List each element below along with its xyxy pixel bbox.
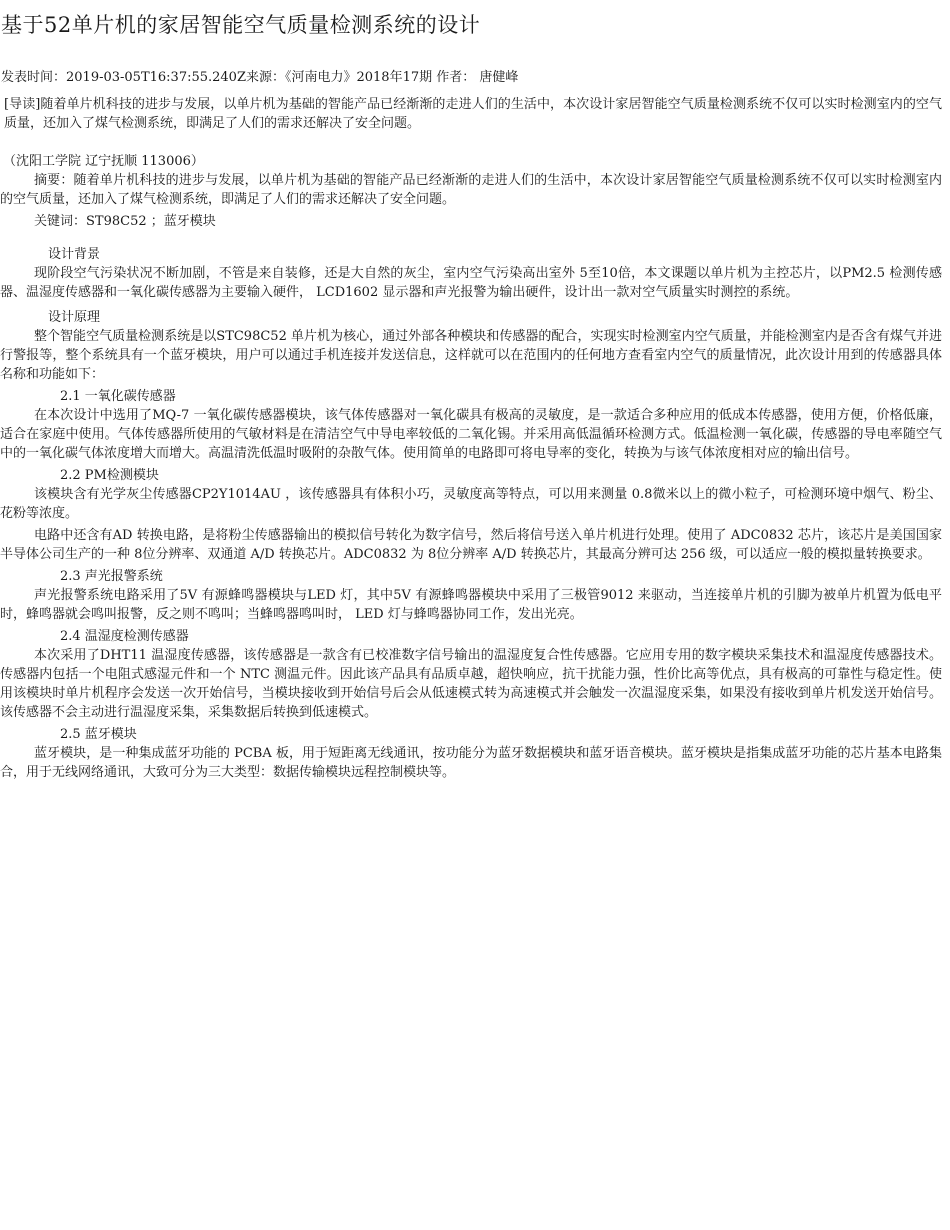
section-paragraph: 蓝牙模块，是一种集成蓝牙功能的 PCBA 板，用于短距离无线通讯，按功能分为蓝牙数据模块和蓝牙语音模块。蓝牙模块是指集成蓝牙功能的芯片基本电路集合，用于无线网络通讯，大致可分为三大类型：数据传输模块远程控制模块等。 [0,746,942,780]
section-alarm [0,567,942,624]
section-paragraph: 本次采用了DHT11 温湿度传感器，该传感器是一款含有已校准数字信号输出的温湿度复合性传感器。它应用专用的数字模块采集技术和温湿度传感器技术。传感器内包括一个电阻式感湿元件和一个 NTC 测温元件。因此该产品具有品质卓越，超快响应，抗干扰能力强，性价比高等优点，具有极高的可靠性与稳定性。使用该模块时单片机程序会发送一次开始信号，当模块接收到开始信号后会从低速模式转为高速模式并会触发一次温湿度采集，如果没有接收到单片机发送开始信号。该传感器不会主动进行温湿度采集，采集数据后转换到低速模式。 [0,648,942,720]
section-paragraph: 整个智能空气质量检测系统是以STC98C52 单片机为核心，通过外部各种模块和传感器的配合，实现实时检测室内空气质量，并能检测室内是否含有煤气并进行警报等，整个系统具有一个蓝牙模块，用户可以通过手机连接并发送信息，这样就可以在范围内的任何地方查看室内空气的质量情况，此次设计用到的传感器具体名称和功能如下： [0,329,942,382]
section-bluetooth [0,725,942,782]
section-humidity-sensor [0,627,942,722]
section-principle [0,308,942,384]
abstract-paragraph: 摘要：随着单片机科技的进步与发展，以单片机为基础的智能产品已经渐渐的走进人们的生活中，本次设计家居智能空气质量检测系统不仅可以实时检测室内的空气质量，还加入了煤气检测系统，即满足了人们的需求还解决了安全问题。 [0,173,942,207]
section-pm-module [0,466,942,564]
article-body [0,95,942,782]
subsection-heading: 2.1 一氧化碳传感器 [60,389,176,404]
author-affiliation: （沈阳工学院 辽宁抚顺 113006） [3,154,204,169]
section-co-sensor [0,387,942,463]
subsection-heading: 2.5 蓝牙模块 [60,727,137,742]
article-meta: 发表时间：2019-03-05T16:37:55.240Z来源：《河南电力》2018年17期 作者： 唐健峰 [1,70,519,85]
section-paragraph: 电路中还含有AD 转换电路，是将粉尘传感器输出的模拟信号转化为数字信号，然后将信号送入单片机进行处理。使用了 ADC0832 芯片，该芯片是美国国家半导体公司生产的一种 8位分辨率、双通道 A/D 转换芯片。ADC0832 为 8位分辨率 A/D 转换芯片，其最高分辨可达 256 级，可以适应一般的模拟量转换要求。 [0,528,942,562]
subsection-heading: 2.3 声光报警系统 [60,569,163,584]
section-paragraph: 该模块含有光学灰尘传感器CP2Y1014AU ，该传感器具有体积小巧，灵敏度高等特点，可以用来测量 0.8微米以上的微小粒子，可检测环境中烟气、粉尘、花粉等浓度。 [0,487,942,521]
section-paragraph: 在本次设计中选用了MQ-7 一氧化碳传感器模块，该气体传感器对一氧化碳具有极高的灵敏度，是一款适合多种应用的低成本传感器，使用方便，价格低廉，适合在家庭中使用。气体传感器所使用的气敏材料是在清洁空气中导电率较低的二氧化锡。并采用高低温循环检测方式。低温检测一氧化碳，传感器的导电率随空气中的一氧化碳气体浓度增大而增大。高温清洗低温时吸附的杂散气体。使用简单的电路即可将电导率的变化，转换为与该气体浓度相对应的输出信号。 [0,408,942,461]
section-paragraph: 现阶段空气污染状况不断加剧，不管是来自装修，还是大自然的灰尘，室内空气污染高出室外 5至10倍，本文课题以单片机为主控芯片，以PM2.5 检测传感器、温湿度传感器和一氧化碳传感器为主要输入硬件， LCD1602 显示器和声光报警为输出硬件，设计出一款对空气质量实时测控的系统。 [0,266,942,300]
section-paragraph: 声光报警系统电路采用了5V 有源蜂鸣器模块与LED 灯，其中5V 有源蜂鸣器模块中采用了三极管9012 来驱动，当连接单片机的引脚为被单片机置为低电平时，蜂鸣器就会鸣叫报警，反之则不鸣叫；当蜂鸣器鸣叫时， LED 灯与蜂鸣器协同工作，发出光亮。 [0,588,942,622]
section-heading: 设计背景 [48,247,101,262]
section-background [0,245,942,302]
article-title: 基于52单片机的家居智能空气质量检测系统的设计 [1,13,481,37]
keywords: 关键词：ST98C52 ；蓝牙模块 [34,214,216,229]
subsection-heading: 2.2 PM检测模块 [60,468,159,483]
guide-paragraph: [导读]随着单片机科技的进步与发展，以单片机为基础的智能产品已经渐渐的走进人们的生活中，本次设计家居智能空气质量检测系统不仅可以实时检测室内的空气质量，还加入了煤气检测系统，即满足了人们的需求还解决了安全问题。 [4,97,942,131]
subsection-heading: 2.4 温湿度检测传感器 [60,629,189,644]
section-heading: 设计原理 [48,310,101,325]
